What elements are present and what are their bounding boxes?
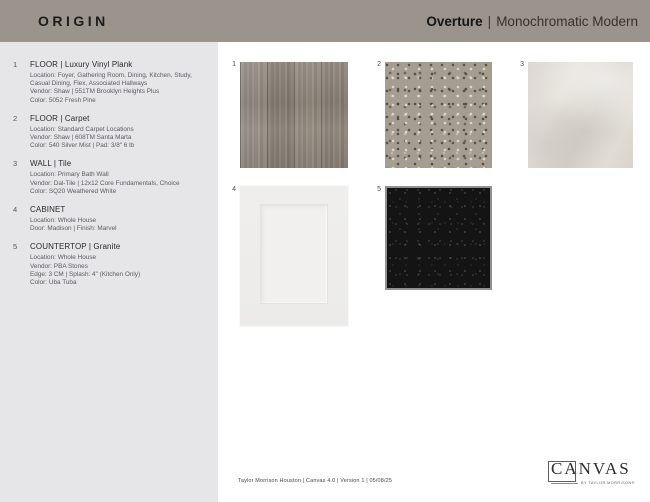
page-title xyxy=(426,14,638,29)
swatch-number-1: 1 xyxy=(232,61,236,68)
spec-item-floor-carpet xyxy=(13,114,208,151)
canvas-logo-subtext: BY TAYLOR MORRISON® xyxy=(581,481,635,485)
brand-logo: ORIGIN xyxy=(38,13,109,29)
spec-color: Color: Uba Tuba xyxy=(30,279,77,287)
spec-item-countertop xyxy=(13,242,208,287)
spec-location: Location: Standard Carpet Locations xyxy=(30,125,134,133)
footer-credit-text: Taylor Morrison Houston | Canvas 4.0 | Version 1 | 05/08/25 xyxy=(238,478,393,484)
swatch-luxury-vinyl-plank xyxy=(240,62,348,168)
header-bar xyxy=(0,0,650,42)
swatch-number-3: 3 xyxy=(520,61,524,68)
swatch-number-2: 2 xyxy=(377,61,381,68)
swatch-number-5: 5 xyxy=(377,186,381,193)
canvas-logo-rule xyxy=(551,483,578,484)
spec-title: WALL | Tile xyxy=(30,159,72,169)
collection-name: Overture xyxy=(426,13,483,29)
canvas-logo-frame-icon xyxy=(548,461,576,482)
spec-item-wall-tile xyxy=(13,159,208,196)
spec-location: Location: Whole House xyxy=(30,254,97,262)
spec-color: Color: SQ20 Weathered White xyxy=(30,187,117,195)
spec-number: 2 xyxy=(13,113,18,123)
canvas-logo-text: CANVAS xyxy=(551,459,631,478)
swatch-granite xyxy=(385,186,492,290)
swatch-cabinet-door xyxy=(240,186,348,326)
spec-body xyxy=(30,242,193,287)
spec-number: 3 xyxy=(13,159,18,169)
spec-number: 4 xyxy=(13,205,18,215)
swatch-carpet xyxy=(385,62,492,168)
spec-vendor: Vendor: PBA Stones xyxy=(30,262,88,270)
canvas-logo xyxy=(551,459,643,495)
spec-number: 5 xyxy=(13,242,18,252)
spec-body xyxy=(30,60,193,105)
spec-title: FLOOR | Carpet xyxy=(30,113,90,123)
spec-location: Location: Whole House xyxy=(30,217,97,225)
spec-vendor: Vendor: Dal-Tile | 12x12 Core Fundamentals, Choice xyxy=(30,179,180,187)
swatch-number-4: 4 xyxy=(232,186,236,193)
spec-number: 1 xyxy=(13,60,18,69)
spec-body xyxy=(30,205,193,233)
canvas-logo-wordmark xyxy=(551,459,643,479)
spec-edge-splash: Edge: 3 CM | Splash: 4" (Kitchen Only) xyxy=(30,270,141,278)
spec-color: Color: 540 Silver Mist | Pad: 3/8" 6 lb xyxy=(30,142,135,150)
spec-body xyxy=(30,114,193,151)
spec-item-cabinet xyxy=(13,205,208,233)
spec-vendor: Vendor: Shaw | 608TM Santa Marta xyxy=(30,134,132,142)
title-divider: | xyxy=(487,13,492,29)
spec-item-floor-lvp xyxy=(13,60,208,105)
spec-location: Location: Foyer, Gathering Room, Dining, Kitchen, Study, Casual Dining, Flex, Associated Hallways xyxy=(30,72,192,88)
spec-panel xyxy=(0,42,218,502)
spec-title: FLOOR | Luxury Vinyl Plank xyxy=(30,60,133,69)
spec-door-finish: Door: Madison | Finish: Marvel xyxy=(30,225,117,233)
spec-location: Location: Primary Bath Wall xyxy=(30,171,109,179)
spec-vendor: Vendor: Shaw | 551TM Brooklyn Heights Plus xyxy=(30,88,160,96)
spec-title: CABINET xyxy=(30,205,66,215)
theme-name: Monochromatic Modern xyxy=(496,13,638,29)
cabinet-door-panel xyxy=(260,204,328,304)
swatch-tile xyxy=(528,62,633,168)
spec-title: COUNTERTOP | Granite xyxy=(30,242,121,252)
spec-color: Color: 5052 Fresh Pine xyxy=(30,96,96,104)
spec-body xyxy=(30,159,193,196)
